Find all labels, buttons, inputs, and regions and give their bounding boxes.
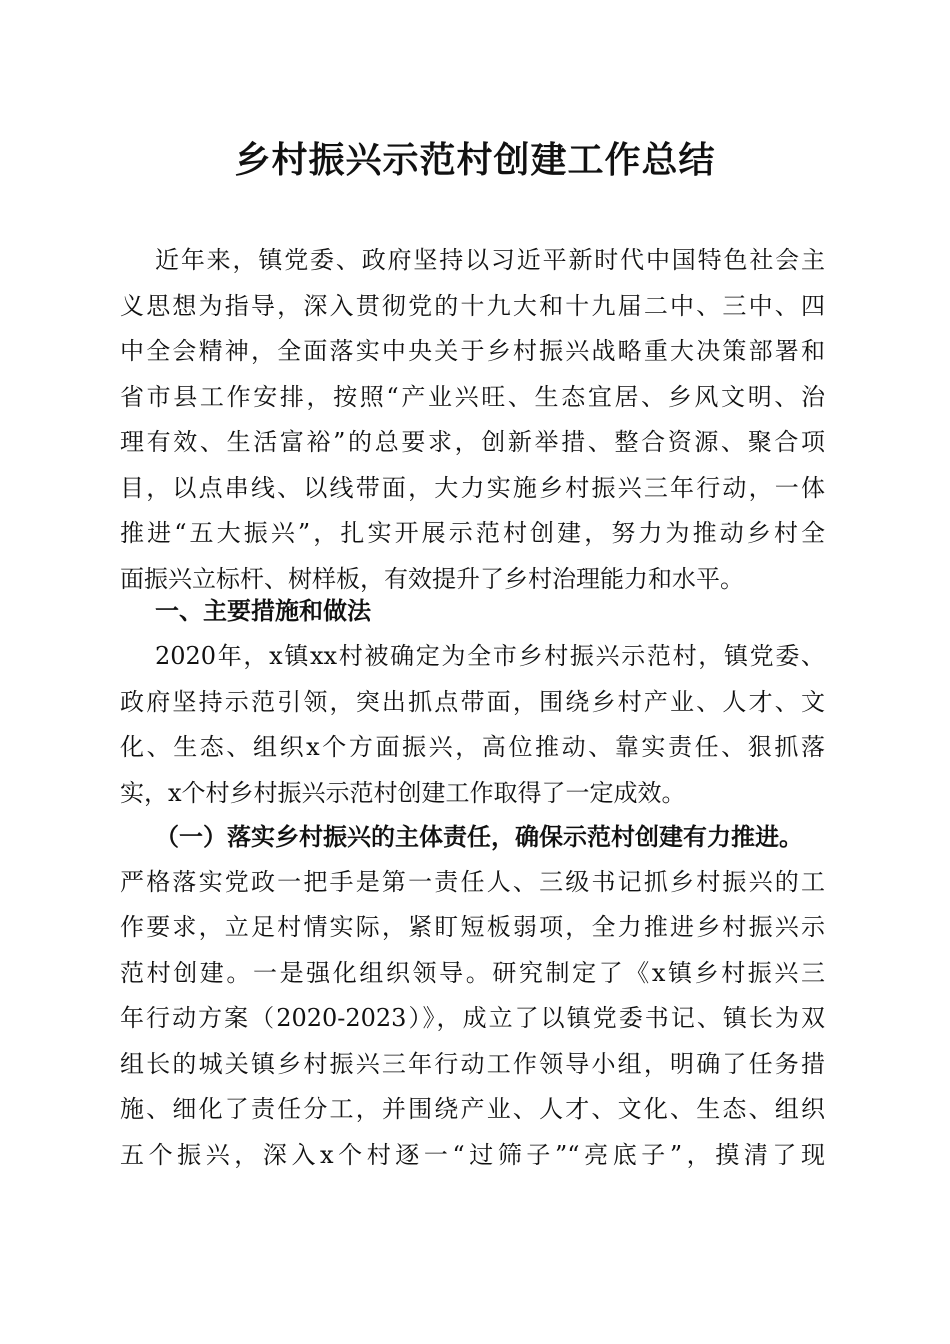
paragraph-line: 年行动方案（2020-2023）》，成立了以镇党委书记、镇长为双 (120, 1004, 825, 1032)
paragraph-line: 范村创建。一是强化组织领导。研究制定了《x镇乡村振兴三 (120, 958, 825, 987)
subsection-heading: （一）落实乡村振兴的主体责任，确保示范村创建有力推进。 (155, 822, 803, 851)
paragraph-line: 省市县工作安排，按照“产业兴旺、生态宜居、乡风文明、治 (120, 382, 825, 411)
paragraph-line: 义思想为指导，深入贯彻党的十九大和十九届二中、三中、四 (120, 291, 825, 320)
paragraph-line: 五个振兴，深入x个村逐一“过筛子”“亮底子”，摸清了现 (120, 1140, 825, 1169)
paragraph-line: 理有效、生活富裕”的总要求，创新举措、整合资源、聚合项 (120, 428, 825, 456)
paragraph-line: 2020年，x镇xx村被确定为全市乡村振兴示范村，镇党委、 (155, 642, 825, 670)
paragraph-line: 政府坚持示范引领，突出抓点带面，围绕乡村产业、人才、文 (120, 687, 825, 716)
paragraph-line: 实，x个村乡村振兴示范村创建工作取得了一定成效。 (120, 778, 686, 807)
paragraph-line: 作要求，立足村情实际，紧盯短板弱项，全力推进乡村振兴示 (120, 913, 825, 941)
subsection1-paragraph (120, 814, 825, 1178)
paragraph-line: 组长的城关镇乡村振兴三年行动工作领导小组，明确了任务措 (120, 1049, 825, 1078)
paragraph-line: 近年来，镇党委、政府坚持以习近平新时代中国特色社会主 (155, 246, 825, 274)
section-heading: 一、主要措施和做法 (155, 596, 371, 625)
intro-paragraph (120, 238, 825, 602)
paragraph-line: 严格落实党政一把手是第一责任人、三级书记抓乡村振兴的工 (120, 867, 825, 896)
paragraph-line: 推进“五大振兴”，扎实开展示范村创建，努力为推动乡村全 (120, 519, 825, 547)
document-title: 乡村振兴示范村创建工作总结 (234, 139, 716, 181)
paragraph-line: 施、细化了责任分工，并围绕产业、人才、文化、生态、组织 (120, 1095, 825, 1123)
paragraph-line: 化、生态、组织x个方面振兴，高位推动、靠实责任、狠抓落 (120, 733, 825, 761)
paragraph-line: 中全会精神，全面落实中央关于乡村振兴战略重大决策部署和 (120, 337, 825, 365)
paragraph-line: 面振兴立标杆、树样板，有效提升了乡村治理能力和水平。 (120, 564, 744, 593)
section1-paragraph (120, 634, 825, 816)
paragraph-line: 目，以点串线、以线带面，大力实施乡村振兴三年行动，一体 (120, 473, 825, 502)
